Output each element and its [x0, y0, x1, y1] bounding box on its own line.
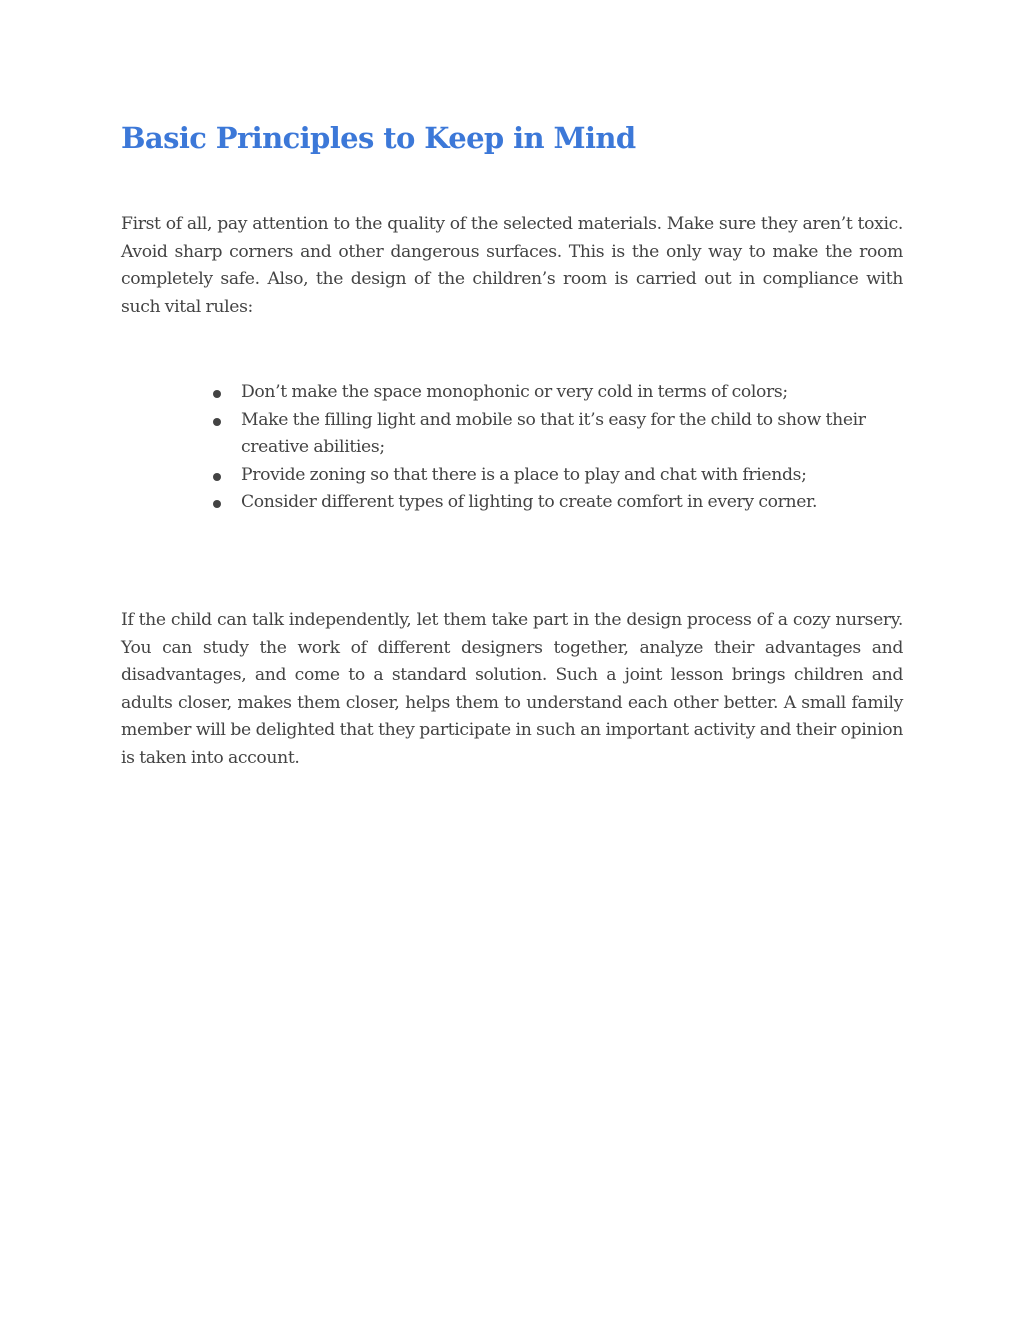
- list-item: [210, 462, 903, 490]
- list-item-text: Consider different types of lighting to create comfort in every corner.: [241, 492, 818, 512]
- list-item-text: Make the filling light and mobile so that it’s easy for the child to show their creative abilities;: [241, 409, 866, 457]
- list-item: [210, 489, 903, 517]
- list-item-text: Provide zoning so that there is a place to play and chat with friends;: [241, 464, 807, 485]
- bullet-icon: [213, 390, 221, 398]
- intro-paragraph: First of all, pay attention to the quality of the selected materials. Make sure they aren’t toxic. Avoid sharp corners and other dangerous surfaces. This is the only way to make the room completely safe. Also, the design of the children’s room is carried out in compliance with such vital rules:: [121, 214, 903, 317]
- bullet-icon: [213, 473, 221, 481]
- list-item-text: Don’t make the space monophonic or very cold in terms of colors;: [241, 382, 788, 402]
- page-title: Basic Principles to Keep in Mind: [121, 121, 636, 155]
- list-item: [210, 379, 903, 407]
- closing-paragraph: If the child can talk independently, let them take part in the design process of a cozy nursery. You can study the work of different designers together, analyze their advantages and disadvantages, and come to a standard solution. Such a joint lesson brings children and adults closer, makes them closer, helps them to understand each other better. A small family member will be delighted that they participate in such an important activity and their opinion is taken into account.: [121, 610, 903, 768]
- bullet-icon: [213, 500, 221, 508]
- rules-list: [210, 379, 903, 517]
- bullet-icon: [213, 418, 221, 426]
- list-item: [210, 407, 903, 462]
